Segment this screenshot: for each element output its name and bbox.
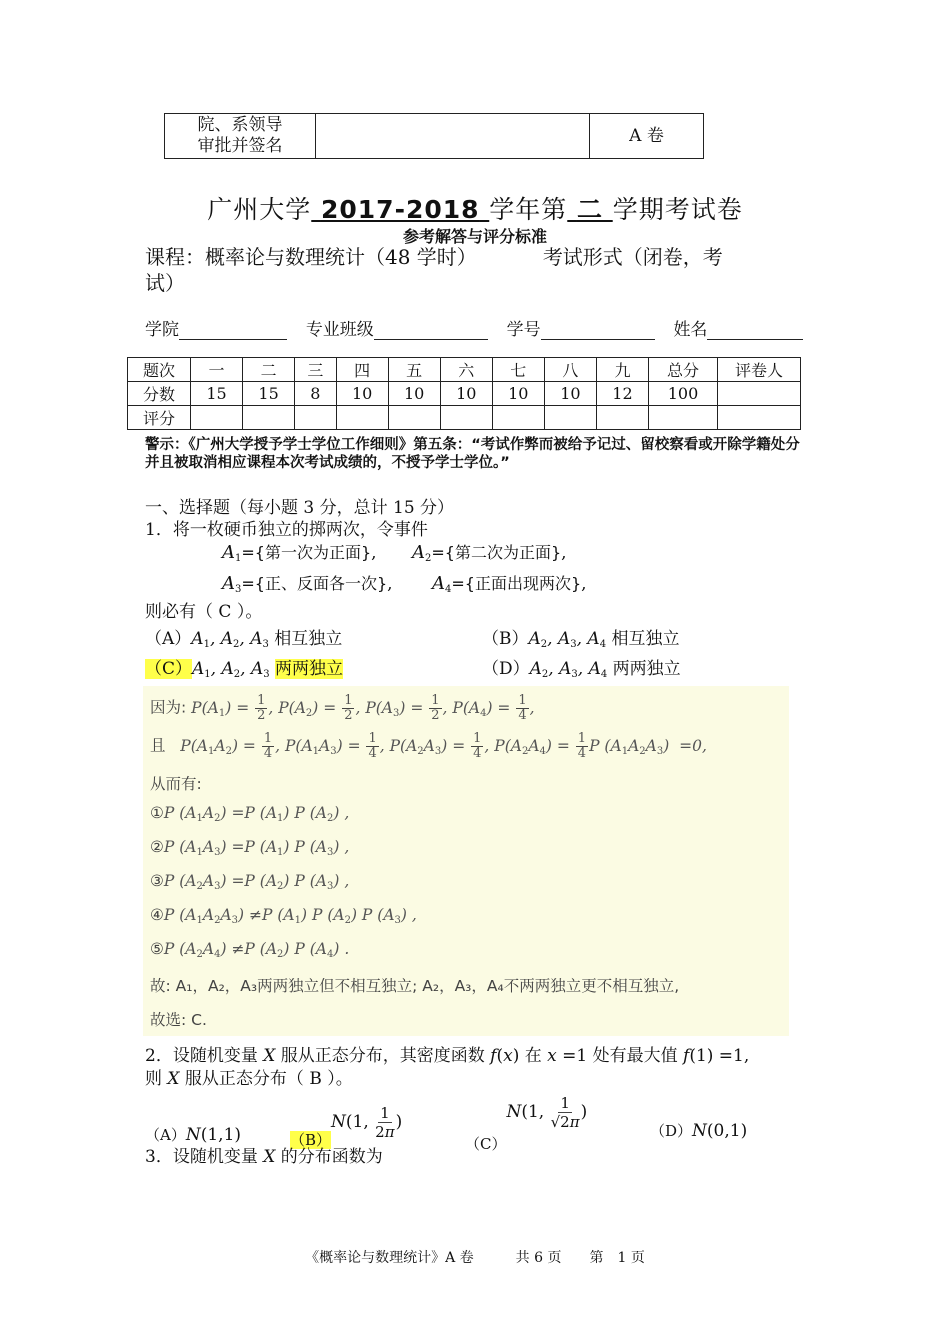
approval-signature-cell[interactable]	[316, 114, 590, 159]
approval-label-line1: 院、系领导	[197, 115, 283, 135]
exam-form: 考试形式（闭卷，考	[542, 245, 723, 269]
q1-option-c[interactable]: $(C)A_1$, $A_2$, $A_3$ 两两独立	[145, 659, 344, 680]
event-a1: $A_1=${第一次为正面},	[222, 542, 377, 564]
solution-conclusion: 故: A₁，A₂，A₃两两独立但不相互独立; A₂，A₃，A₄不两两独立更不相互独立,	[150, 977, 680, 995]
points-cell: 15	[243, 382, 295, 406]
column-header: 三	[295, 358, 336, 382]
grade-cell[interactable]	[649, 406, 718, 430]
row-header: 评分	[128, 406, 191, 430]
q2-option-c[interactable]: （C）N(1, $\frac{1}{√2\pi}$ )	[465, 1094, 588, 1153]
q2-stem-2: 则 X 服从正态分布（ B ）。	[145, 1069, 353, 1089]
course-line	[145, 244, 785, 296]
solution-line-1: 因为: $P(A_1)$ = $\frac{1}{2}$ , $P(A_2)$ = $\frac{1}{2}$ , $P(A_3)$ = $\frac{1}{2}$ , $P(A_4)$ = $\frac{1}{4}$ ,	[150, 693, 535, 723]
grade-cell[interactable]	[243, 406, 295, 430]
student-id-label: 学号	[506, 320, 541, 340]
class-field[interactable]	[374, 321, 488, 340]
solution-eq-5: ⑤P $(A_2A_4) \ne P$ $(A_2)$ P $(A_4)$ .	[150, 940, 350, 960]
grade-cell[interactable]	[336, 406, 388, 430]
q1-answer: 则必有（ C ）。	[145, 602, 263, 622]
points-cell: 10	[388, 382, 440, 406]
points-cell	[718, 382, 801, 406]
approval-label-line2: 审批并签名	[197, 136, 283, 156]
paper-version: A 卷	[590, 114, 704, 159]
column-header: 总分	[649, 358, 718, 382]
event-a4: $A_4=${正面出现两次},	[432, 573, 587, 595]
q2-stem: 2．设随机变量 X 服从正态分布，其密度函数 f(x) 在 x =1 处有最大值 f(1) =1,	[145, 1046, 750, 1066]
column-header: 九	[596, 358, 648, 382]
approval-table	[164, 113, 704, 159]
approval-label	[165, 114, 316, 159]
exam-title	[0, 190, 950, 226]
grade-cell[interactable]	[544, 406, 596, 430]
column-header: 四	[336, 358, 388, 382]
academic-warning: 警示：《广州大学授予学士学位工作细则》第五条：“考试作弊而被给予记过、留校察看或开除学籍处分并且被取消相应课程本次考试成绩的，不授予学士学位。”	[145, 437, 800, 471]
grade-cell[interactable]	[388, 406, 440, 430]
points-cell: 12	[596, 382, 648, 406]
points-cell: 10	[544, 382, 596, 406]
college-label: 学院	[145, 320, 179, 340]
correct-option-label: （B）	[290, 1131, 332, 1149]
q1-option-b[interactable]: $(B)A_2$, $A_3$, $A_4$ 相互独立	[482, 629, 680, 650]
student-fields	[145, 315, 803, 340]
points-cell: 10	[336, 382, 388, 406]
grade-cell[interactable]	[718, 406, 801, 430]
points-cell: 100	[649, 382, 718, 406]
page-footer: 《概率论与数理统计》A 卷 共 6 页 第 1 页	[305, 1250, 645, 1266]
title-suffix: 学期考试卷	[612, 195, 743, 224]
score-header-row	[128, 358, 801, 382]
name-label: 姓名	[673, 320, 708, 340]
title-middle: 学年第	[489, 195, 568, 224]
correct-option-label: （C）	[145, 659, 193, 679]
q1-option-a[interactable]: $(A)A_1$, $A_2$, $A_3$ 相互独立	[145, 629, 343, 650]
subtitle: 参考解答与评分标准	[402, 227, 547, 246]
q2-option-d[interactable]: （D）N(0,1)	[650, 1121, 748, 1141]
solution-line-2: 且 $P(A_1A_2)$ = $\frac{1}{4}$ , $P(A_1A_3)$ = $\frac{1}{4}$ , $P(A_2A_3)$ = $\frac{1}{4}$ , $P(A_2A_4)$ = $\frac{1}{4}$ P $(A_1A_2A_3) =0$,	[150, 731, 707, 761]
solution-eq-1: ①P $(A_1A_2) =P$ $(A_1)$ P $(A_2)$ ,	[150, 804, 350, 824]
q2-option-b[interactable]: （B）N(1, $\frac{1}{2\pi}$ )	[290, 1104, 403, 1149]
solution-eq-4: ④P $(A_1A_2A_3) \ne P$ $(A_1)$ P $(A_2)$ P $(A_3)$ ,	[150, 906, 417, 926]
college-field[interactable]	[179, 321, 287, 340]
score-grade-row	[128, 406, 801, 430]
title-years: 2017-2018	[320, 195, 480, 224]
column-header: 八	[544, 358, 596, 382]
q2-option-a[interactable]: （A）N(1,1)	[145, 1125, 242, 1145]
points-cell: 10	[440, 382, 492, 406]
column-header: 六	[440, 358, 492, 382]
student-id-field[interactable]	[541, 321, 655, 340]
solution-eq-2: ②P $(A_1A_3) =P$ $(A_1)$ P $(A_3)$ ,	[150, 838, 350, 858]
q1-solution	[143, 686, 789, 1036]
row-header: 题次	[128, 358, 191, 382]
score-table	[127, 357, 801, 430]
grade-cell[interactable]	[191, 406, 243, 430]
q1-option-d[interactable]: $(D)A_2$, $A_3$, $A_4$ 两两独立	[482, 659, 681, 680]
grade-cell[interactable]	[596, 406, 648, 430]
q3-stem: 3．设随机变量 X 的分布函数为	[145, 1147, 383, 1167]
q1-stem: 1．将一枚硬币独立的掷两次，令事件	[145, 520, 428, 540]
column-header: 五	[388, 358, 440, 382]
column-header: 二	[243, 358, 295, 382]
grade-cell[interactable]	[295, 406, 336, 430]
exam-form-cont: 试）	[145, 271, 185, 295]
column-header: 七	[492, 358, 544, 382]
class-label: 专业班级	[305, 320, 374, 340]
title-university: 广州大学	[207, 195, 312, 224]
row-header: 分数	[128, 382, 191, 406]
points-cell: 10	[492, 382, 544, 406]
course-name: 课程：概率论与数理统计（48 学时）	[145, 245, 477, 269]
section-heading: 一、选择题（每小题 3 分，总计 15 分）	[145, 498, 455, 518]
column-header: 评卷人	[718, 358, 801, 382]
grade-cell[interactable]	[440, 406, 492, 430]
solution-choose: 故选: C.	[150, 1011, 207, 1029]
points-cell: 15	[191, 382, 243, 406]
grade-cell[interactable]	[492, 406, 544, 430]
column-header: 一	[191, 358, 243, 382]
solution-thus: 从而有:	[150, 775, 202, 793]
title-term: 二	[576, 195, 603, 224]
correct-option-text: 两两独立	[275, 659, 344, 679]
points-cell: 8	[295, 382, 336, 406]
event-a2: $A_2=${第二次为正面},	[412, 542, 567, 564]
event-a3: $A_3=${正、反面各一次},	[222, 573, 393, 595]
name-field[interactable]	[707, 321, 803, 340]
score-points-row	[128, 382, 801, 406]
solution-eq-3: ③P $(A_2A_3) =P$ $(A_2)$ P $(A_3)$ ,	[150, 872, 350, 892]
